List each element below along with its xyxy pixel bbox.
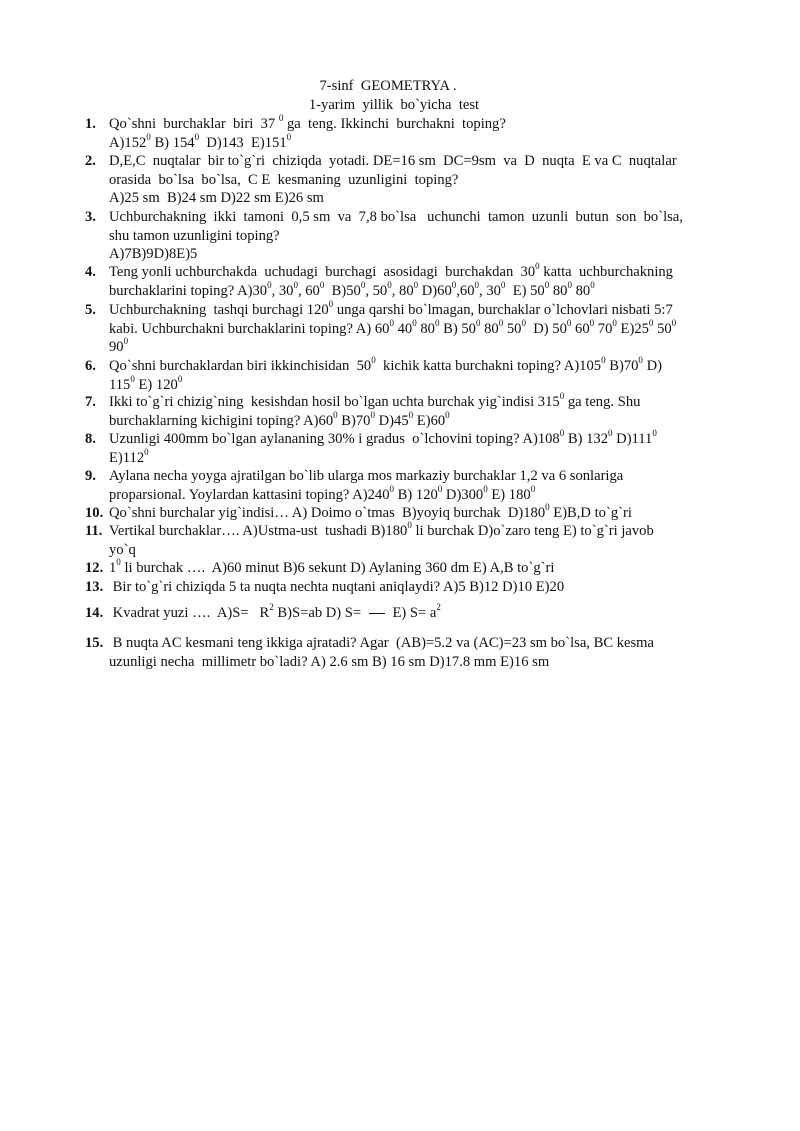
- superscript: 2: [436, 602, 441, 613]
- question-number: 5.: [85, 302, 96, 318]
- question-text-line: Vertikal burchaklar…. A)Ustma-ust tushadi $B)180^0$ li burchak D)o`zaro teng E) to`g`ri javob: [109, 520, 654, 539]
- question-item: [85, 559, 745, 578]
- superscript: 0: [545, 502, 550, 513]
- question-item: [85, 634, 745, 671]
- superscript: 0: [267, 279, 272, 290]
- superscript: 0: [413, 279, 419, 290]
- superscript: 0: [293, 279, 298, 290]
- question-text-line: kabi. Uchburchakni burchaklarini toping? A) $60^0$ $40^0$ $80^0$ B) $50^0$ $80^0$ $50^0$ D) $50^0$ $60^0$ $70^0$ $E)25^0$ $50^0$: [109, 317, 677, 337]
- question-item: [85, 467, 745, 504]
- question-number: 3.: [85, 209, 96, 225]
- superscript: 0: [412, 317, 417, 328]
- question-text-line: $90^0$: [109, 336, 129, 356]
- question-text-line: yo`q: [109, 541, 136, 558]
- fraction-bar: [369, 613, 385, 614]
- question-text-line: Qo`shni burchaklardan biri ikkinchisidan $50^0$ kichik katta burchakni toping? $A)105^0$ $B)70^0$ D): [109, 355, 662, 374]
- superscript: 0: [144, 446, 149, 457]
- superscript: 0: [652, 428, 657, 439]
- superscript: 0: [130, 373, 135, 384]
- question-item: [85, 604, 745, 623]
- document-title: 7-sinf GEOMETRYA .: [319, 78, 457, 94]
- superscript: 0: [194, 131, 200, 142]
- question-text-line: Qo`shni burchalar yig`indisi… A) Doimo o`tmas B)yoyiq burchak $D)180^0$ E)B,D to`g`ri: [109, 502, 632, 521]
- superscript: 0: [498, 317, 504, 328]
- document-subtitle: 1-yarim yillik bo`yicha test: [308, 97, 480, 113]
- question-text-line: orasida bo`lsa bo`lsa, C E kesmaning uzunligini toping?: [109, 171, 459, 188]
- question-number: 11.: [85, 523, 103, 539]
- superscript: 0: [638, 355, 643, 366]
- question-text-line: A)7B)9D)8E)5: [109, 246, 198, 263]
- superscript: 0: [445, 409, 450, 420]
- question-number: 8.: [85, 431, 96, 447]
- question-text-line: Qo`shni burchaklar biri 37 $^0$ ga teng. Ikkinchi burchakni toping?: [109, 113, 506, 132]
- superscript: 0: [278, 113, 284, 124]
- question-item: [85, 263, 745, 300]
- superscript: 0: [475, 317, 481, 328]
- superscript: 0: [389, 483, 394, 494]
- question-text-line: burchaklarning kichigini toping? $A)60^0$ $B)70^0$ $D)45^0$ $E)60^0$: [109, 409, 450, 429]
- question-item: [85, 522, 745, 559]
- superscript: 0: [370, 409, 375, 420]
- superscript: 0: [319, 279, 325, 290]
- superscript: 0: [544, 279, 550, 290]
- question-text-line: uzunligi necha millimetr bo`ladi? A) 2.6 sm B) 16 sm D)17.8 mm E)16 sm: [109, 653, 550, 670]
- question-number: 6.: [85, 358, 96, 374]
- question-text-line: Uzunligi 400mm bo`lgan aylananing 30% i gradus o`lchovini toping? $A)108^0$ B) $132^0$ $D)111^0$: [109, 428, 657, 447]
- question-item: [85, 578, 745, 597]
- question-number: 15.: [85, 635, 104, 651]
- superscript: 0: [590, 279, 595, 290]
- superscript: 0: [530, 483, 536, 494]
- superscript: 0: [566, 317, 572, 328]
- question-text-line: D,E,C nuqtalar bir to`g`ri chiziqda yotadi. DE=16 sm DC=9sm va D nuqta E va C nuqtalar: [109, 153, 677, 169]
- question-text-line: $1^0$ li burchak …. A)60 minut B)6 sekunt D) Aylaning 360 dm E) A,B to`g`ri: [109, 557, 555, 576]
- question-item: [85, 357, 745, 394]
- superscript: 0: [360, 279, 366, 290]
- question-number: 12.: [85, 560, 104, 576]
- superscript: 0: [177, 373, 183, 384]
- superscript: 0: [333, 409, 338, 420]
- question-item: [85, 301, 745, 357]
- question-number: 7.: [85, 394, 96, 410]
- superscript: 0: [286, 131, 292, 142]
- question-item: [85, 152, 745, 208]
- question-text-line: Ikki to`g`ri chizig`ning kesishdan hosil bo`lgan uchta burchak yig`indisi $315^0$ ga teng. Shu: [109, 391, 641, 410]
- question-text-line: Teng yonli uchburchakda uchudagi burchagi asosidagi burchakdan $30^0$ katta uchburchakning: [109, 261, 673, 280]
- question-text-line: Kvadrat yuzi …. $A)S= R^2$ B)S=ab D) S= E) $S= a^2$: [109, 602, 441, 621]
- superscript: 0: [648, 317, 654, 328]
- superscript: 0: [521, 317, 526, 328]
- question-number: 9.: [85, 468, 96, 484]
- question-text-line: Aylana necha yoyga ajratilgan bo`lib ularga mos markaziy burchaklar 1,2 va 6 sonlariga: [109, 468, 624, 484]
- superscript: 0: [146, 131, 151, 142]
- question-number: 10.: [85, 505, 104, 521]
- superscript: 0: [483, 483, 488, 494]
- superscript: 0: [116, 557, 121, 568]
- question-text-line: Uchburchakning ikki tamoni 0,5 sm va 7,8 bo`lsa uchunchi tamon uzunli butun son bo`lsa,: [109, 209, 683, 225]
- superscript: 0: [389, 317, 394, 328]
- superscript: 0: [608, 428, 613, 439]
- superscript: 0: [387, 279, 392, 290]
- superscript: 0: [559, 428, 565, 439]
- superscript: 0: [671, 317, 677, 328]
- superscript: 0: [559, 391, 565, 402]
- superscript: 0: [535, 261, 540, 272]
- superscript: 0: [328, 299, 334, 310]
- question-item: [85, 504, 745, 523]
- superscript: 0: [589, 317, 595, 328]
- superscript: 0: [371, 355, 376, 366]
- superscript: 0: [123, 336, 129, 347]
- superscript: 0: [567, 279, 572, 290]
- question-text-line: A)25 sm B)24 sm D)22 sm E)26 sm: [109, 190, 324, 207]
- question-number: 1.: [85, 116, 96, 132]
- question-number: 14.: [85, 605, 104, 621]
- question-text-line: $E)112^0$: [109, 446, 149, 466]
- superscript: 0: [437, 483, 443, 494]
- question-number: 4.: [85, 264, 96, 280]
- superscript: 0: [434, 317, 440, 328]
- question-item: [85, 115, 745, 152]
- question-number: 2.: [85, 153, 96, 169]
- question-item: [85, 208, 745, 264]
- question-text-line: proparsional. Yoylardan kattasini toping? $A)240^0$ B) $120^0$ $D)300^0$ E) $180^0$: [109, 483, 536, 503]
- superscript: 2: [269, 602, 274, 613]
- question-text-line: shu tamon uzunligini toping?: [109, 227, 280, 244]
- superscript: 0: [474, 279, 480, 290]
- question-item: [85, 393, 745, 430]
- superscript: 0: [500, 279, 506, 290]
- superscript: 0: [451, 279, 457, 290]
- question-text-line: $A)152^0$ B) $154^0$ D)143 $E)151^0$: [109, 131, 292, 151]
- question-number: 13.: [85, 579, 104, 595]
- question-text-line: burchaklarini toping? $A)30^0$, $30^0$, $60^0$ $B)50^0$, $50^0$, $80^0$ $D)60^0,60^0$, $30^0$ E) $50^0$ $80^0$ $80^0$: [109, 279, 595, 299]
- superscript: 0: [601, 355, 606, 366]
- question-text-line: B nuqta AC kesmani teng ikkiga ajratadi? Agar (AB)=5.2 va (AC)=23 sm bo`lsa, BC kesma: [109, 635, 654, 651]
- question-text-line: $115^0$ E) $120^0$: [109, 373, 183, 393]
- superscript: 0: [407, 520, 412, 531]
- question-item: [85, 430, 745, 467]
- superscript: 0: [612, 317, 617, 328]
- question-text-line: Uchburchakning tashqi burchagi $120^0$ unga qarshi bo`lmagan, burchaklar o`lchovlari nisbati 5:7: [109, 299, 673, 318]
- question-text-line: Bir to`g`ri chiziqda 5 ta nuqta nechta nuqtani aniqlaydi? A)5 B)12 D)10 E)20: [109, 579, 565, 595]
- superscript: 0: [408, 409, 414, 420]
